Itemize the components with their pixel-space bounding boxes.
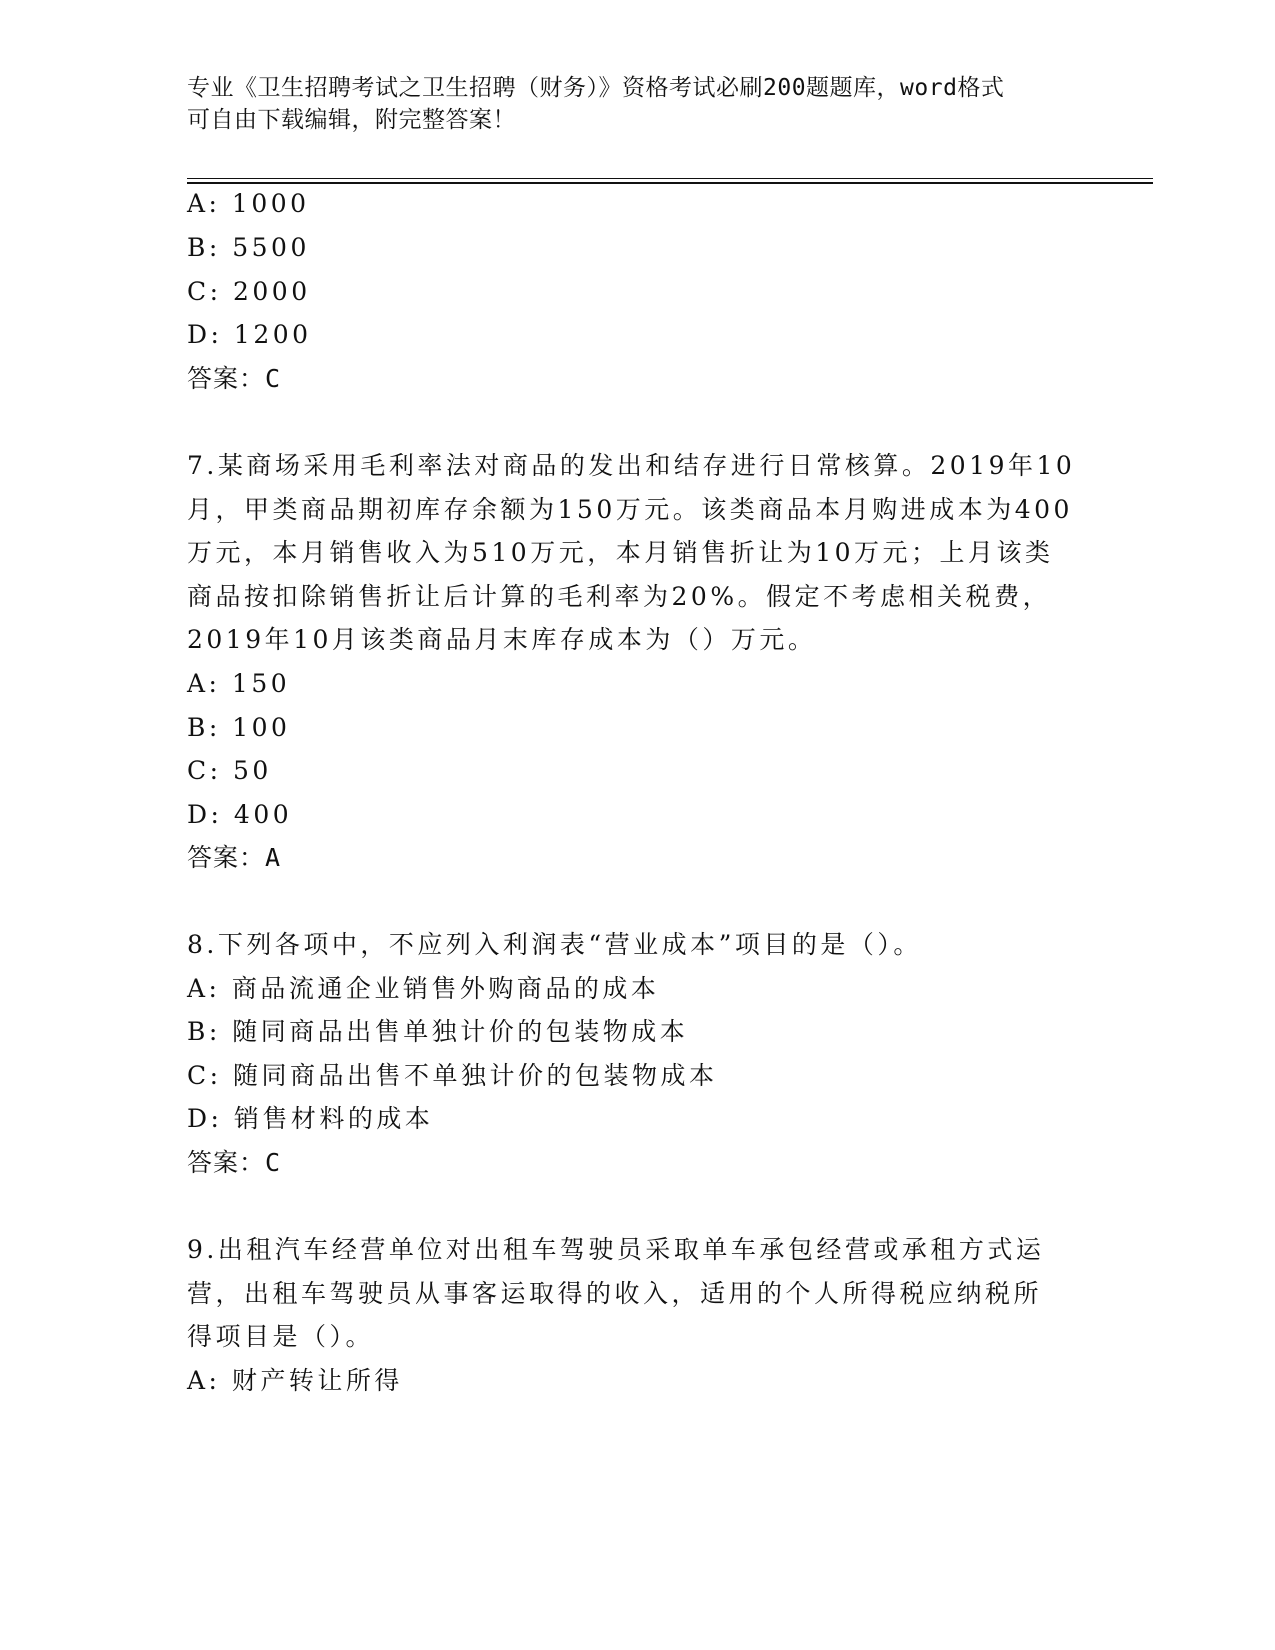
q7-answer: 答案：A — [187, 843, 282, 872]
q9-stem-line-1: 9.出租汽车经营单位对出租车驾驶员采取单车承包经营或承租方式运 — [187, 1235, 1045, 1264]
q7-option-b: B: 100 — [187, 713, 291, 742]
q6-option-a: A: 1000 — [187, 189, 310, 218]
q7-option-c: C: 50 — [187, 756, 272, 785]
q6-answer: 答案：C — [187, 364, 282, 393]
q7-stem-line-2: 月，甲类商品期初库存余额为150万元。该类商品本月购进成本为400 — [187, 495, 1073, 524]
header-line-1: 专业《卫生招聘考试之卫生招聘（财务）》资格考试必刷200题题库，word格式 — [187, 75, 1005, 101]
q8-option-c: C: 随同商品出售不单独计价的包装物成本 — [187, 1061, 718, 1090]
q6-option-c: C: 2000 — [187, 277, 311, 306]
q9-stem-line-3: 得项目是（）。 — [187, 1322, 375, 1351]
header-rule-thin — [187, 178, 1153, 179]
q6-option-d: D: 1200 — [187, 320, 312, 349]
q8-stem-line-1: 8.下列各项中，不应列入利润表“营业成本”项目的是（）。 — [187, 930, 922, 959]
q9-option-a: A: 财产转让所得 — [187, 1366, 403, 1395]
q8-option-b: B: 随同商品出售单独计价的包装物成本 — [187, 1017, 689, 1046]
q7-option-a: A: 150 — [187, 669, 291, 698]
q8-option-d: D: 销售材料的成本 — [187, 1104, 434, 1133]
q7-stem-line-4: 商品按扣除销售折让后计算的毛利率为20%。假定不考虑相关税费， — [187, 582, 1052, 611]
q7-stem-line-3: 万元，本月销售收入为510万元，本月销售折让为10万元；上月该类 — [187, 538, 1054, 567]
q8-option-a: A: 商品流通企业销售外购商品的成本 — [187, 974, 660, 1003]
q6-option-b: B: 5500 — [187, 233, 310, 262]
header-rule-thick — [187, 182, 1153, 184]
q7-stem-line-5: 2019年10月该类商品月末库存成本为（）万元。 — [187, 625, 817, 654]
header-line-2: 可自由下载编辑，附完整答案！ — [187, 107, 516, 133]
q7-stem-line-1: 7.某商场采用毛利率法对商品的发出和结存进行日常核算。2019年10 — [187, 451, 1076, 480]
q8-answer: 答案：C — [187, 1148, 282, 1177]
q9-stem-line-2: 营，出租车驾驶员从事客运取得的收入，适用的个人所得税应纳税所 — [187, 1279, 1043, 1308]
document-header — [187, 72, 1067, 136]
q7-option-d: D: 400 — [187, 800, 293, 829]
